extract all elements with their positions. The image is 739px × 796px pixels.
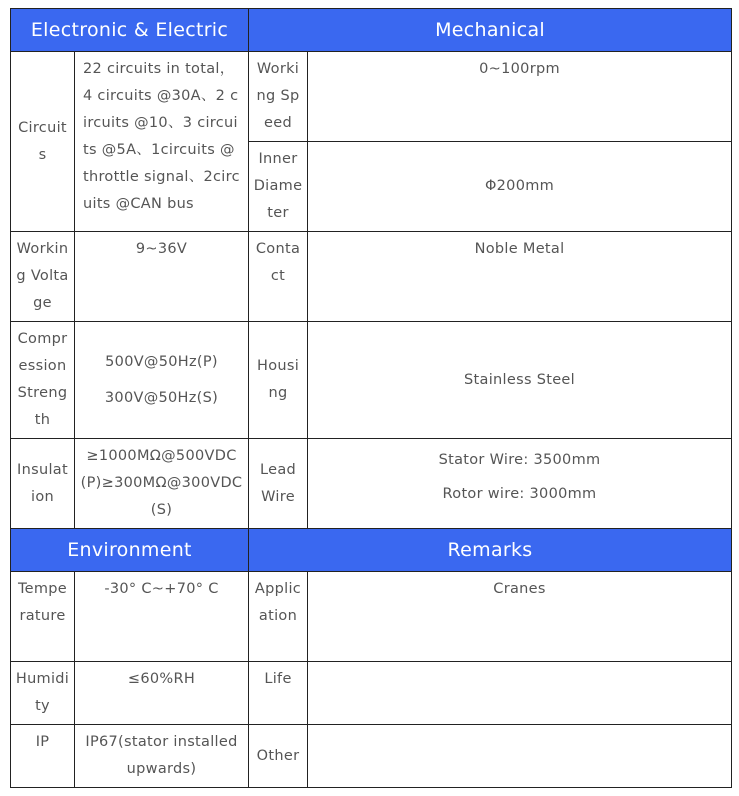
humidity-label: Humidity: [11, 662, 75, 725]
compression-strength-label: Compression Strength: [11, 322, 75, 439]
other-label: Other: [249, 725, 308, 788]
compression-strength-p: 500V@50Hz(P): [105, 354, 218, 370]
insulation-label: Insulation: [11, 439, 75, 529]
inner-diameter-label: Inner Diameter: [249, 142, 308, 232]
life-label: Life: [249, 662, 308, 725]
rotor-wire-value: Rotor wire: 3000mm: [442, 486, 597, 502]
stator-wire-value: Stator Wire: 3500mm: [438, 452, 601, 468]
working-voltage-value: 9~36V: [75, 232, 249, 322]
application-label: Application: [249, 572, 308, 662]
compression-strength-value: [75, 322, 249, 439]
humidity-value: ≤60%RH: [75, 662, 249, 725]
section-header-row: [11, 9, 732, 52]
life-value: [308, 662, 732, 725]
temperature-label: Temperature: [11, 572, 75, 662]
working-voltage-label: Working Voltage: [11, 232, 75, 322]
contact-value: Noble Metal: [308, 232, 732, 322]
temperature-value: -30° C~+70° C: [75, 572, 249, 662]
spec-table: [10, 8, 732, 788]
ip-value: IP67(stator installed upwards): [75, 725, 249, 788]
contact-label: Contact: [249, 232, 308, 322]
header-remarks: Remarks: [249, 529, 732, 572]
housing-label: Housing: [249, 322, 308, 439]
table-row: [11, 572, 732, 662]
ip-label: IP: [11, 725, 75, 788]
working-speed-value: 0~100rpm: [308, 52, 732, 142]
other-value: [308, 725, 732, 788]
insulation-value: ≥1000MΩ@500VDC(P)≥300MΩ@300VDC(S): [75, 439, 249, 529]
header-mechanical: Mechanical: [249, 9, 732, 52]
header-electronic: Electronic & Electric: [11, 9, 249, 52]
application-value: Cranes: [308, 572, 732, 662]
working-speed-label: Working Speed: [249, 52, 308, 142]
compression-strength-s: 300V@50Hz(S): [104, 390, 219, 406]
table-row: [11, 52, 732, 142]
housing-value: Stainless Steel: [308, 322, 732, 439]
table-row: [11, 232, 732, 322]
table-row: [11, 322, 732, 439]
header-environment: Environment: [11, 529, 249, 572]
section-header-row: [11, 529, 732, 572]
lead-wire-label: Lead Wire: [249, 439, 308, 529]
circuits-label: Circuits: [11, 52, 75, 232]
inner-diameter-value: Φ200mm: [308, 142, 732, 232]
table-row: [11, 725, 732, 788]
circuits-value: 22 circuits in total，4 circuits @30A、2 circuits @10、3 circuits @5A、1circuits @ throttle signal、2circuits @CAN bus: [75, 52, 249, 232]
table-row: [11, 439, 732, 529]
table-row: [11, 662, 732, 725]
lead-wire-value: [308, 439, 732, 529]
